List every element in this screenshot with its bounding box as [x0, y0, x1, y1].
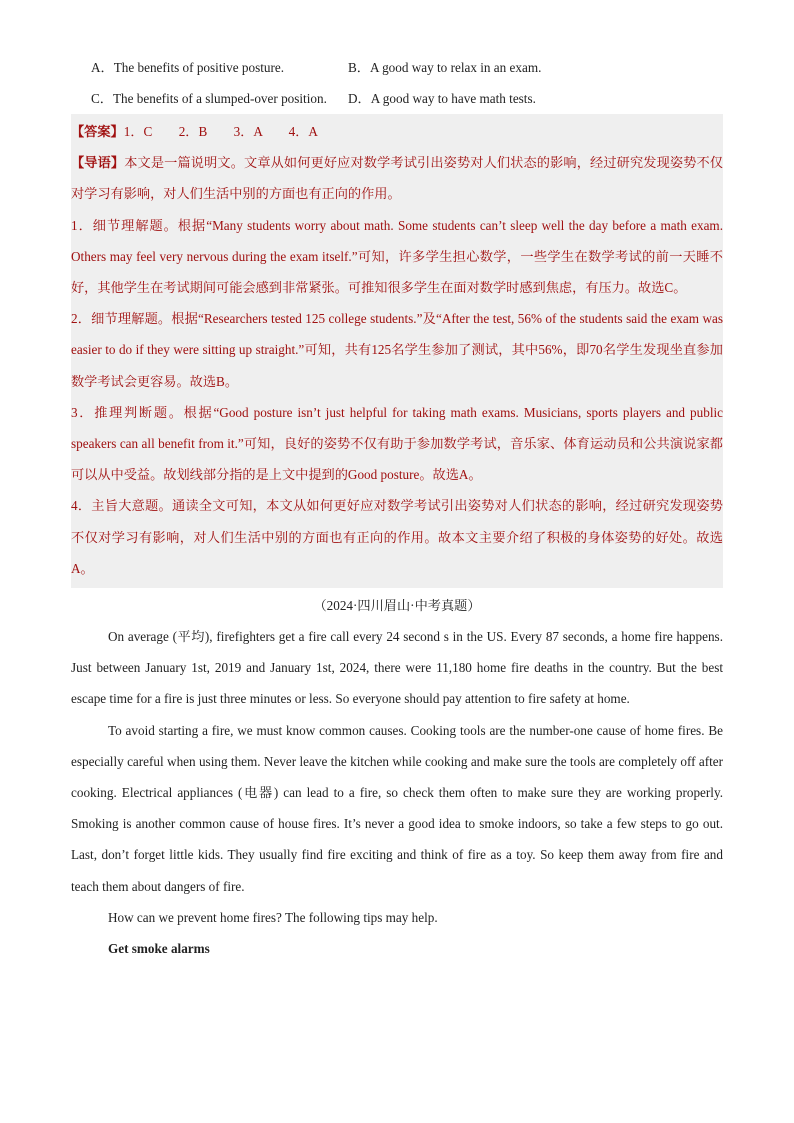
source-line: （2024·四川眉山·中考真题）: [313, 598, 481, 614]
answer-analysis-box: [71, 114, 723, 588]
answer-line: [71, 116, 723, 147]
options-row-2: [71, 83, 723, 114]
option-d: D．A good way to have math tests.: [348, 91, 536, 106]
explanation-4: 4．主旨大意题。通读全文可知，本文从如何更好应对数学考试引出姿势对人们状态的影响，经过研究发现姿势不仅对学习有影响，对人们生活中别的方面也有正向的作用。故本文主要介绍了积极的身体姿势的好处。故选A。: [71, 498, 723, 576]
option-a: A．The benefits of positive posture.: [91, 60, 285, 75]
guide-label: 【导语】: [71, 155, 125, 171]
passage-paragraph-2: To avoid starting a fire, we must know common causes. Cooking tools are the number-one cause of home fires. Be especially careful when using them. Never leave the kitchen while cooking and make sure the tools are completely off after cooking. Electrical appliances (电器) can lead to a fire, so check them often to make sure they are working properly. Smoking is another common cause of house fires. It’s never a good idea to smoke indoors, so take a few steps to go out. Last, don’t forget little kids. They usually find fire exciting and think of fire as a toy. So keep them away from fire and teach them about dangers of fire.: [71, 722, 723, 894]
answer-label: 【答案】: [71, 124, 124, 139]
passage-paragraph-1: On average (平均), firefighters get a fire call every 24 second s in the US. Every 87 seconds, a home fire happens. Just between January 1st, 2019 and January 1st, 2024, there were 11,180 home fire deaths in the country. But the best escape time for a fire is just three minutes or less. So everyone should pay attention to fire safety at home.: [71, 629, 723, 707]
explanation-1: 1．细节理解题。根据“Many students worry about math. Some students can’t sleep well the day before a math exam. Others may feel very nervous during the exam itself.”可知，许多学生担心数学，一些学生在数学考试的前一天睡不好，其他学生在考试期间可能会感到非常紧张。可推知很多学生在面对数学时感到焦虑，有压力。故选C。: [71, 217, 723, 296]
option-b: B．A good way to relax in an exam.: [348, 60, 542, 75]
explanation-2: 2．细节理解题。根据“Researchers tested 125 college students.”及“After the test, 56% of the students said the exam was easier to do if they were sitting up straight.”可知，共有125名学生参加了测试，其中56%，即70名学生发现坐直参加数学考试会更容易。故选B。: [71, 311, 723, 389]
options-row-1: [71, 52, 723, 83]
answer-text: 1．C 2．B 3．A 4．A: [123, 124, 318, 139]
guide-text: 本文是一篇说明文。文章从如何更好应对数学考试引出姿势对人们状态的影响，经过研究发现姿势不仅对学习有影响，对人们生活中别的方面也有正向的作用。: [71, 155, 723, 202]
explanation-3: 3．推理判断题。根据“Good posture isn’t just helpful for taking math exams. Musicians, sports players and public speakers can all benefit from it.”可知，良好的姿势不仅有助于参加数学考试，音乐家、体育运动员和公共演说家都可以从中受益。故划线部分指的是上文中提到的Good posture。故选A。: [71, 404, 723, 483]
reading-passage: [71, 621, 723, 964]
passage-paragraph-3: How can we prevent home fires? The following tips may help.: [107, 909, 438, 925]
guide-paragraph: [71, 147, 723, 209]
option-c: C．The benefits of a slumped-over position.: [91, 91, 327, 106]
section-heading: Get smoke alarms: [107, 941, 210, 957]
document-page: [71, 52, 723, 964]
